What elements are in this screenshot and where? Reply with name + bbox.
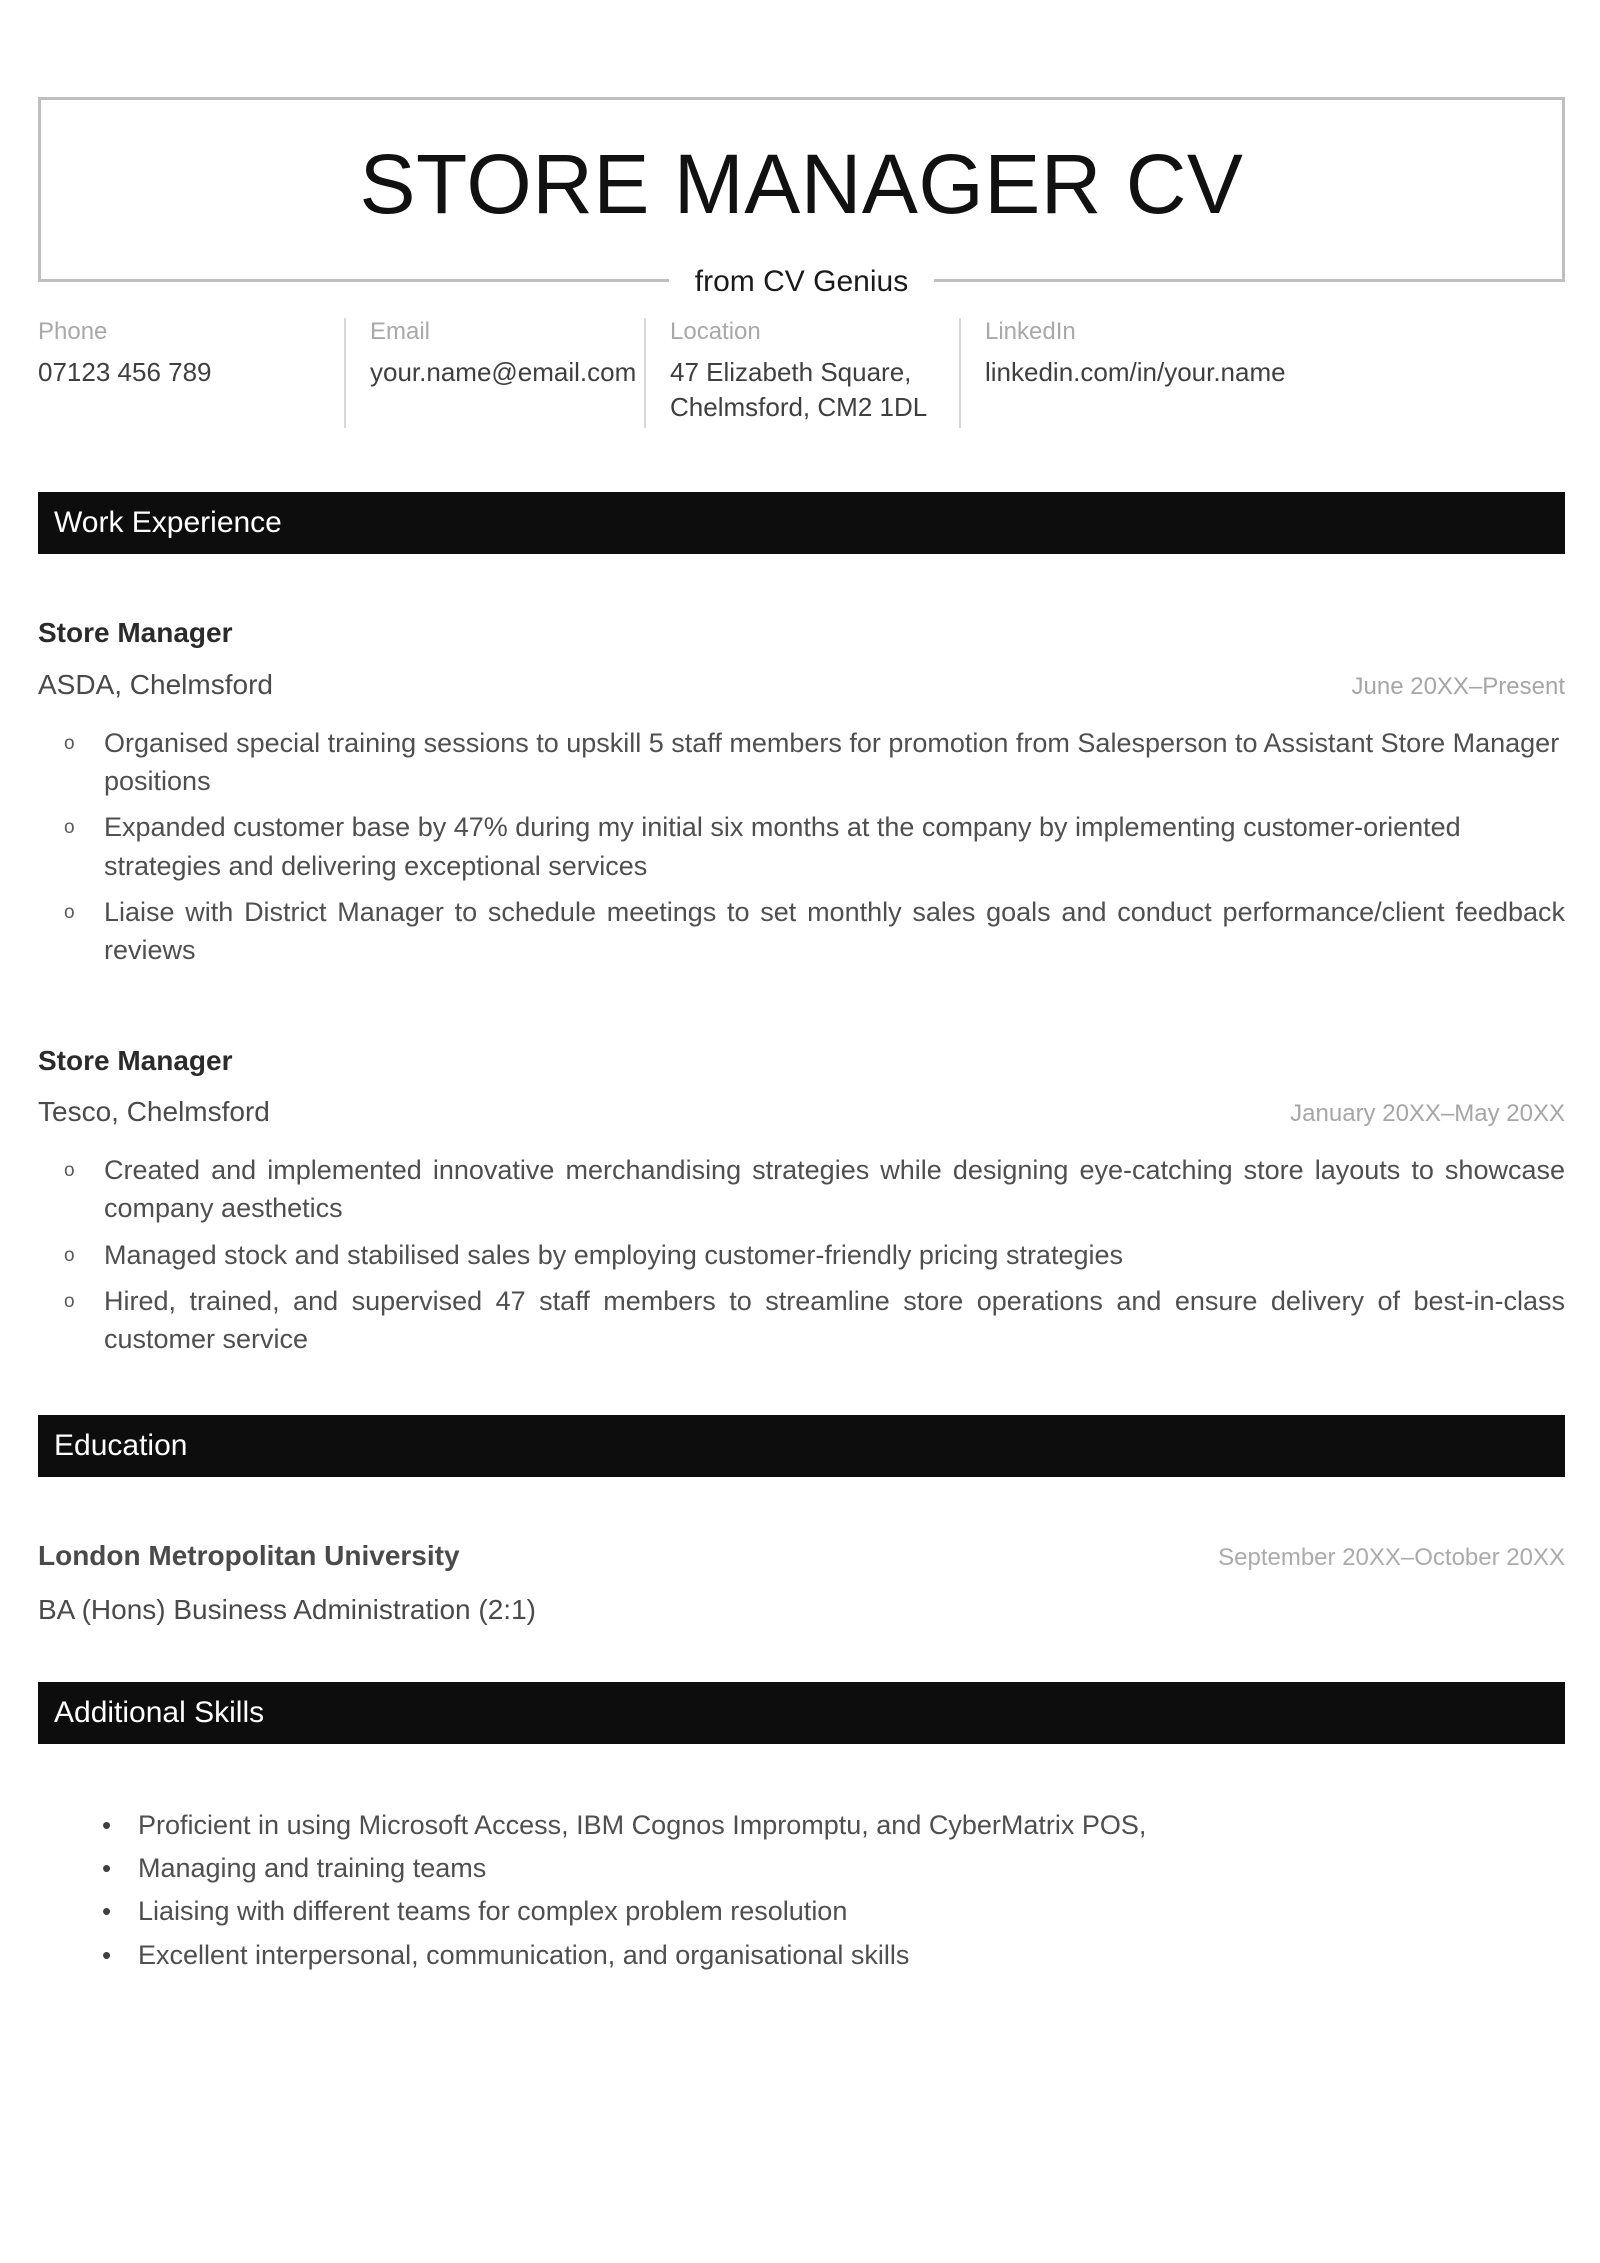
job-bullet: o Hired, trained, and supervised 47 staff members to streamline store operations and ensure delivery of best-in-class customer service <box>38 1282 1565 1359</box>
job-bullet: o Liaise with District Manager to schedule meetings to set monthly sales goals and conduct performance/client feedback reviews <box>38 893 1565 970</box>
skill-item: • Proficient in using Microsoft Access, IBM Cognos Impromptu, and CyberMatrix POS, <box>38 1806 1565 1845</box>
skill-item: • Excellent interpersonal, communication, and organisational skills <box>38 1936 1565 1975</box>
skills-list <box>38 1806 1565 1975</box>
contact-location <box>644 316 959 424</box>
job-title: Store Manager <box>38 1044 233 1076</box>
job-dates: January 20XX–May 20XX <box>1290 1100 1565 1128</box>
header-rule-left <box>38 279 669 282</box>
section-title-education: Education <box>54 1428 188 1462</box>
contact-phone <box>38 316 344 424</box>
job-bullet: o Managed stock and stabilised sales by employing customer-friendly pricing strategies <box>38 1236 1565 1274</box>
job-bullet: o Organised special training sessions to upskill 5 staff members for promotion from Salesperson to Assistant Store Manager positions <box>38 724 1565 801</box>
contact-email-label: Email <box>370 318 431 345</box>
education-row <box>38 1539 1565 1573</box>
cv-header-box <box>38 97 1565 280</box>
contact-phone-label: Phone <box>38 318 108 345</box>
contact-linkedin-label: LinkedIn <box>985 318 1076 345</box>
education-degree: BA (Hons) Business Administration (2:1) <box>38 1593 536 1625</box>
job-meta <box>38 1095 1565 1129</box>
section-header-work-experience <box>38 492 1565 554</box>
job-company: Tesco, Chelmsford <box>38 1096 270 1128</box>
header-rule-right <box>934 279 1565 282</box>
cv-subtitle: from CV Genius <box>694 265 909 298</box>
contact-email-value: your.name@email.com <box>370 357 637 388</box>
job-bullet-list <box>38 1151 1565 1359</box>
job-bullet: o Expanded customer base by 47% during my initial six months at the company by implementing customer-oriented strategies and delivering exceptional services <box>38 808 1565 885</box>
education-school: London Metropolitan University <box>38 1539 460 1571</box>
job-meta <box>38 668 1565 702</box>
education-entry <box>38 1539 1565 1626</box>
contact-linkedin <box>959 316 1379 424</box>
page-title: STORE MANAGER CV <box>359 137 1244 231</box>
section-header-additional-skills <box>38 1682 1565 1744</box>
education-dates: September 20XX–October 20XX <box>1218 1543 1565 1571</box>
job-bullet-list <box>38 724 1565 970</box>
contact-location-line1: 47 Elizabeth Square, <box>670 357 912 388</box>
contact-strip <box>38 316 1565 424</box>
contact-location-label: Location <box>670 318 761 345</box>
section-title-additional-skills: Additional Skills <box>54 1696 265 1730</box>
job-dates: June 20XX–Present <box>1351 672 1565 700</box>
section-header-education <box>38 1415 1565 1477</box>
section-title-work-experience: Work Experience <box>54 506 282 540</box>
work-entry <box>38 616 1565 969</box>
skill-item: • Managing and training teams <box>38 1849 1565 1888</box>
job-title: Store Manager <box>38 617 233 649</box>
contact-email <box>344 316 644 424</box>
contact-phone-value: 07123 456 789 <box>38 357 212 388</box>
contact-linkedin-value: linkedin.com/in/your.name <box>985 357 1286 388</box>
contact-location-line2: Chelmsford, CM2 1DL <box>670 391 928 422</box>
cv-content <box>38 0 1565 1979</box>
skill-item: • Liaising with different teams for complex problem resolution <box>38 1892 1565 1931</box>
job-bullet: o Created and implemented innovative merchandising strategies while designing eye-catching store layouts to showcase company aesthetics <box>38 1151 1565 1228</box>
job-company: ASDA, Chelmsford <box>38 668 273 700</box>
work-entry <box>38 1044 1565 1359</box>
